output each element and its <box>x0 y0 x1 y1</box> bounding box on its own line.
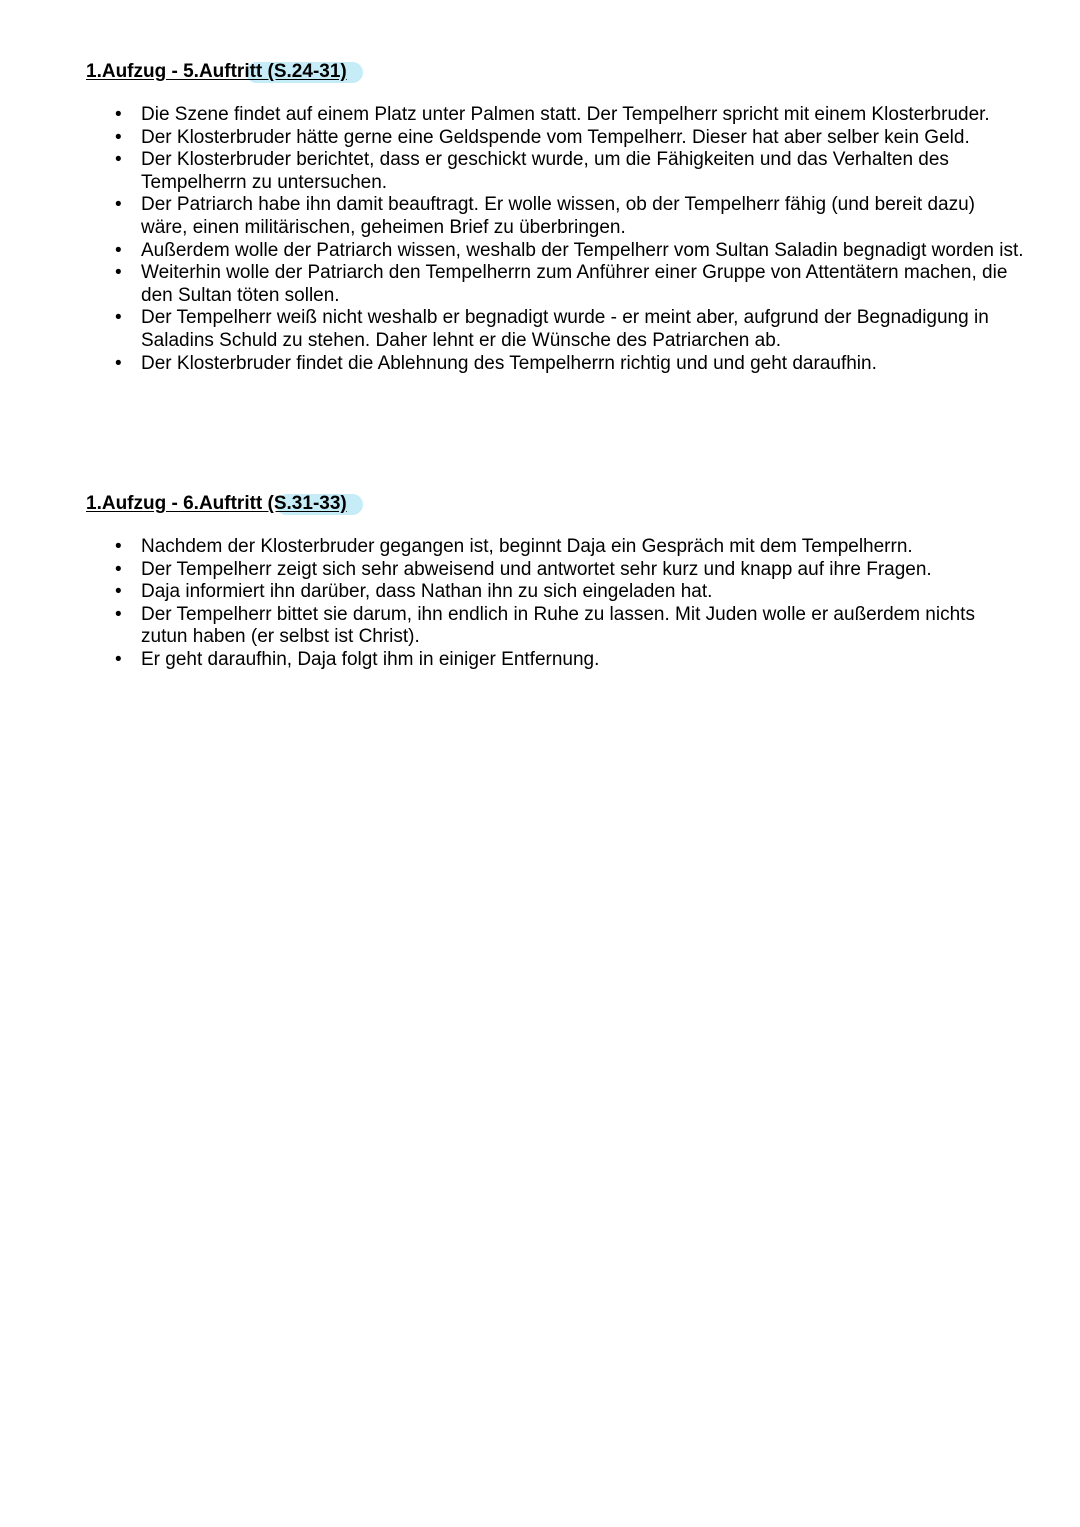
list-item-text: Die Szene findet auf einem Platz unter Palmen statt. Der Tempelherr spricht mit einem Klosterbruder. <box>141 104 990 125</box>
list-item-text: Weiterhin wolle der Patriarch den Tempelherrn zum Anführer einer Gruppe von Attentätern machen, die den Sultan töten sollen. <box>141 262 1008 306</box>
bullet-icon: • <box>115 352 122 374</box>
bullet-icon: • <box>115 558 122 580</box>
list-item-text: Der Patriarch habe ihn damit beauftragt. Er wolle wissen, ob der Tempelherr fähig (und bereit dazu) wäre, einen militärischen, geheimen Brief zu überbringen. <box>141 194 975 238</box>
list-item <box>86 559 1026 582</box>
bullet-list <box>86 536 1026 672</box>
section-heading: 1.Aufzug - 6.Auftritt (S.31-33) <box>86 492 363 516</box>
list-item-text: Nachdem der Klosterbruder gegangen ist, beginnt Daja ein Gespräch mit dem Tempelherrn. <box>141 536 913 557</box>
bullet-list <box>86 104 1026 375</box>
list-item <box>86 240 1026 263</box>
bullet-icon: • <box>115 536 122 557</box>
list-item <box>86 149 1026 194</box>
list-item-text: Der Tempelherr zeigt sich sehr abweisend und antwortet sehr kurz und knapp auf ihre Fragen. <box>141 558 932 580</box>
list-item-text: Daja informiert ihn darüber, dass Nathan ihn zu sich eingeladen hat. <box>141 581 713 603</box>
bullet-icon: • <box>115 126 122 148</box>
bullet-icon: • <box>115 149 122 171</box>
list-item <box>86 262 1026 307</box>
bullet-icon: • <box>115 262 122 284</box>
list-item <box>86 307 1026 352</box>
bullet-icon: • <box>115 194 122 216</box>
list-item-text: Der Tempelherr bittet sie darum, ihn endlich in Ruhe zu lassen. Mit Juden wolle er außerdem nichts zutun haben (er selbst ist Christ). <box>141 603 975 648</box>
list-item <box>86 353 1026 376</box>
list-item <box>86 194 1026 239</box>
list-item-text: Er geht daraufhin, Daja folgt ihm in einiger Entfernung. <box>141 648 600 670</box>
list-item-text: Der Tempelherr weiß nicht weshalb er begnadigt wurde - er meint aber, aufgrund der Begnadigung in Saladins Schuld zu stehen. Daher lehnt er die Wünsche des Patriarchen ab. <box>141 307 989 351</box>
section-heading: 1.Aufzug - 5.Auftritt (S.24-31) <box>86 60 363 84</box>
section-aufzug1-auftritt6 <box>86 492 1026 672</box>
list-item-text: Außerdem wolle der Patriarch wissen, weshalb der Tempelherr vom Sultan Saladin begnadigt worden ist. <box>141 239 1024 261</box>
list-item <box>86 649 1026 672</box>
list-item <box>86 604 1026 649</box>
list-item-text: Der Klosterbruder berichtet, dass er geschickt wurde, um die Fähigkeiten und das Verhalten des Tempelherrn zu untersuchen. <box>141 149 949 193</box>
bullet-icon: • <box>115 239 122 261</box>
list-item-text: Der Klosterbruder hätte gerne eine Geldspende vom Tempelherr. Dieser hat aber selber kein Geld. <box>141 126 970 148</box>
list-item <box>86 104 1026 127</box>
bullet-icon: • <box>115 603 122 625</box>
section-aufzug1-auftritt5 <box>86 60 1026 375</box>
bullet-icon: • <box>115 581 122 603</box>
bullet-icon: • <box>115 104 122 125</box>
list-item <box>86 536 1026 559</box>
list-item <box>86 127 1026 150</box>
list-item <box>86 581 1026 604</box>
list-item-text: Der Klosterbruder findet die Ablehnung des Tempelherrn richtig und und geht daraufhin. <box>141 352 877 374</box>
bullet-icon: • <box>115 648 122 670</box>
bullet-icon: • <box>115 307 122 329</box>
